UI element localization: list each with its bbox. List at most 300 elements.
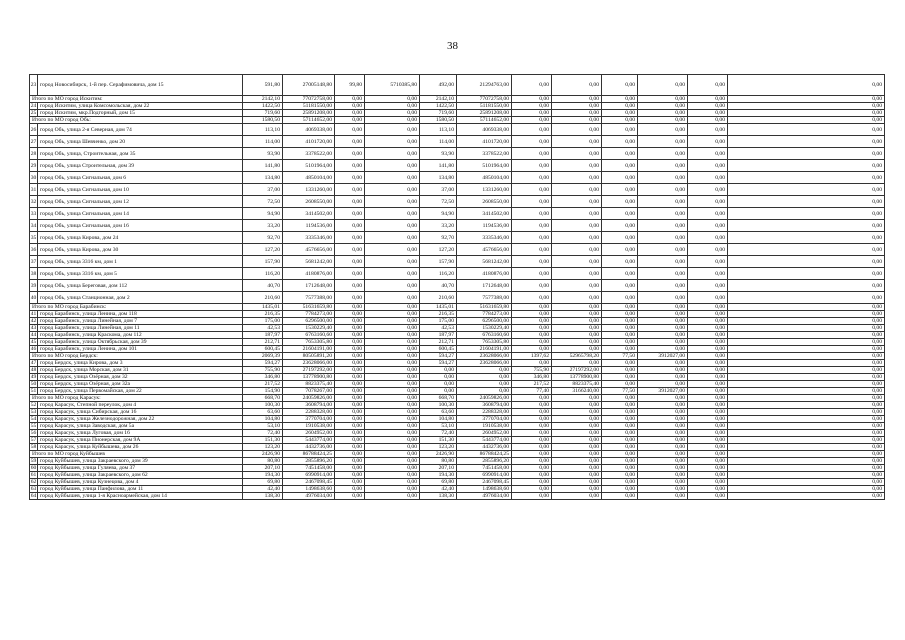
- row-value: 0,00: [602, 339, 638, 346]
- row-value: 0,00: [688, 339, 728, 346]
- row-value: 0,00: [602, 75, 638, 96]
- row-value: 0,00: [728, 402, 885, 409]
- row-value: 0,00: [688, 444, 728, 451]
- row-value: 0,00: [728, 423, 885, 430]
- row-value: 4432736,00: [283, 444, 335, 451]
- row-value: 0,00: [335, 346, 365, 353]
- row-value: 0,00: [512, 232, 552, 244]
- row-value: 210,60: [243, 292, 283, 304]
- row-value: 0,00: [638, 280, 688, 292]
- row-value: 7577388,00: [457, 292, 512, 304]
- row-value: 0,00: [728, 430, 885, 437]
- table-row: [30, 172, 885, 184]
- row-value: 0,00: [365, 232, 420, 244]
- row-value: 0,00: [365, 124, 420, 136]
- row-value: 0,00: [728, 75, 885, 96]
- row-value: 21604191,00: [457, 346, 512, 353]
- row-value: 0,00: [552, 244, 602, 256]
- row-value: 0,00: [638, 479, 688, 486]
- row-value: 7451458,00: [283, 465, 335, 472]
- row-value: 27197292,00: [283, 367, 335, 374]
- row-value: 0,00: [552, 96, 602, 103]
- row-value: 0,00: [512, 75, 552, 96]
- row-number: 48: [30, 367, 37, 373]
- row-value: 0,00: [552, 268, 602, 280]
- row-value: 0,00: [335, 311, 365, 318]
- row-value: 0,00: [688, 311, 728, 318]
- row-value: 51631659,80: [457, 304, 512, 311]
- row-value: 1422,50: [420, 103, 457, 110]
- table-row: [30, 232, 885, 244]
- row-value: 719,60: [243, 110, 283, 117]
- row-value: 4432736,00: [457, 444, 512, 451]
- row-value: 13778900,80: [283, 374, 335, 381]
- row-address: Итого по МО город Бердск:: [30, 353, 243, 360]
- total-row: [30, 353, 885, 360]
- row-value: 2608550,00: [283, 196, 335, 208]
- row-value: 0,00: [688, 124, 728, 136]
- row-value: 40,70: [420, 280, 457, 292]
- row-value: 51631659,80: [283, 304, 335, 311]
- row-number: 47: [30, 360, 37, 366]
- row-value: 77072758,00: [283, 96, 335, 103]
- row-value: 0,00: [335, 360, 365, 367]
- row-value: 0,00: [602, 280, 638, 292]
- row-value: 0,00: [688, 430, 728, 437]
- row-value: 0,00: [512, 409, 552, 416]
- row-value: 0,00: [638, 444, 688, 451]
- row-value: 0,00: [638, 304, 688, 311]
- row-number: 44: [30, 332, 37, 338]
- row-value: 1435,01: [420, 304, 457, 311]
- row-value: 2142,10: [420, 96, 457, 103]
- row-address: город Обь, улица Сигнальная, дом 16: [38, 220, 243, 232]
- row-value: 0,00: [728, 486, 885, 493]
- row-value: 77,50: [602, 353, 638, 360]
- row-value: 0,00: [552, 232, 602, 244]
- row-value: 0,00: [512, 96, 552, 103]
- row-value: 0,00: [365, 465, 420, 472]
- row-value: 0,00: [512, 268, 552, 280]
- row-value: 0,00: [552, 479, 602, 486]
- table-row: [30, 332, 885, 339]
- table-row: [30, 479, 885, 486]
- row-value: 0,00: [335, 268, 365, 280]
- row-value: 0,00: [335, 184, 365, 196]
- row-number: 30: [30, 172, 38, 184]
- row-value: 8823375,40: [283, 381, 335, 388]
- row-value: 0,00: [728, 268, 885, 280]
- row-address: город Куйбышев, улица 1-я Красноармейская, дом 14: [38, 493, 243, 500]
- row-value: 0,00: [638, 311, 688, 318]
- row-value: 0,00: [512, 292, 552, 304]
- row-value: 0,00: [638, 124, 688, 136]
- row-number: 39: [30, 280, 38, 292]
- row-value: 0,00: [728, 311, 885, 318]
- row-value: 0,00: [688, 486, 728, 493]
- row-value: 0,00: [638, 196, 688, 208]
- table-row: [30, 292, 885, 304]
- row-value: 0,00: [365, 416, 420, 423]
- row-value: 116,20: [243, 268, 283, 280]
- row-value: 0,00: [688, 325, 728, 332]
- table-row: [30, 367, 885, 374]
- row-address: город Барабинск, улица Линейная, дом 11: [38, 325, 243, 332]
- row-value: 0,00: [602, 103, 638, 110]
- row-address: город Куйбышев, улица Кузнецова, дом 4: [38, 479, 243, 486]
- row-value: 100,30: [420, 402, 457, 409]
- row-value: 0,00: [365, 325, 420, 332]
- row-value: 0,00: [335, 374, 365, 381]
- row-value: 0,00: [638, 136, 688, 148]
- row-value: 6990914,00: [457, 472, 512, 479]
- row-value: 0,00: [728, 304, 885, 311]
- row-value: 207,10: [420, 465, 457, 472]
- row-value: 210,60: [420, 292, 457, 304]
- row-value: 99,80: [335, 75, 365, 96]
- row-value: 0,00: [728, 332, 885, 339]
- row-value: 24059826,00: [283, 395, 335, 402]
- row-value: 0,00: [602, 493, 638, 500]
- row-value: 2604952,00: [457, 430, 512, 437]
- row-value: 0,00: [512, 117, 552, 124]
- row-value: 0,00: [552, 103, 602, 110]
- row-number: 49: [30, 374, 37, 380]
- row-value: 0,00: [512, 311, 552, 318]
- row-value: 134,80: [420, 172, 457, 184]
- row-value: 0,00: [552, 160, 602, 172]
- row-value: 0,00: [602, 292, 638, 304]
- row-value: 0,00: [602, 232, 638, 244]
- row-value: 52965798,20: [552, 353, 602, 360]
- row-value: 0,00: [365, 360, 420, 367]
- row-value: 3912027,00: [638, 388, 688, 395]
- row-value: 0,00: [552, 416, 602, 423]
- row-value: 0,00: [365, 117, 420, 124]
- row-value: 0,00: [688, 409, 728, 416]
- row-value: 0,00: [335, 256, 365, 268]
- row-value: 0,00: [728, 208, 885, 220]
- row-value: 0,00: [552, 423, 602, 430]
- row-value: 0,00: [638, 409, 688, 416]
- row-value: 141,80: [420, 160, 457, 172]
- row-value: 72,50: [243, 196, 283, 208]
- table-row: [30, 103, 885, 110]
- row-value: 0,00: [688, 220, 728, 232]
- table-row: [30, 416, 885, 423]
- row-value: 0,00: [512, 124, 552, 136]
- row-address: город Карасук, улица Железнодорожная, дом 22: [38, 416, 243, 423]
- row-value: 346,80: [512, 374, 552, 381]
- row-value: 0,00: [688, 148, 728, 160]
- row-value: 0,00: [602, 136, 638, 148]
- row-value: 13778900,80: [552, 374, 602, 381]
- row-value: 0,00: [688, 451, 728, 458]
- table-row: [30, 486, 885, 493]
- row-value: 3335346,00: [283, 232, 335, 244]
- row-value: 0,00: [335, 416, 365, 423]
- row-value: 0,00: [335, 451, 365, 458]
- row-value: 141,80: [243, 160, 283, 172]
- row-value: 0,00: [365, 381, 420, 388]
- row-value: 0,00: [728, 479, 885, 486]
- row-value: 8823375,40: [552, 381, 602, 388]
- row-value: 0,00: [688, 208, 728, 220]
- row-value: 0,00: [552, 360, 602, 367]
- row-value: 4850104,00: [457, 172, 512, 184]
- row-number: 59: [30, 458, 37, 464]
- row-value: 0,00: [365, 472, 420, 479]
- row-value: 25891208,00: [457, 110, 512, 117]
- row-value: 668,70: [420, 395, 457, 402]
- row-value: 0,00: [728, 160, 885, 172]
- row-number: 35: [30, 232, 38, 244]
- row-value: 0,00: [602, 172, 638, 184]
- row-value: 0,00: [335, 465, 365, 472]
- row-value: 0,00: [365, 280, 420, 292]
- row-value: 0,00: [335, 208, 365, 220]
- row-value: 591,80: [243, 75, 283, 96]
- row-value: 2426,90: [243, 451, 283, 458]
- row-value: 0,00: [365, 430, 420, 437]
- row-address: город Обь, улица Кирова, дом 24: [38, 232, 243, 244]
- row-value: 0,00: [552, 339, 602, 346]
- row-value: 42,40: [243, 486, 283, 493]
- row-value: 0,00: [365, 304, 420, 311]
- row-value: 0,00: [638, 437, 688, 444]
- row-value: 2069,39: [243, 353, 283, 360]
- row-value: 0,00: [602, 208, 638, 220]
- row-value: 0,00: [365, 268, 420, 280]
- row-value: 0,00: [552, 346, 602, 353]
- row-value: 0,00: [512, 196, 552, 208]
- row-value: 1530229,40: [283, 325, 335, 332]
- row-value: 0,00: [602, 160, 638, 172]
- row-value: 6296500,00: [457, 318, 512, 325]
- row-value: 42,40: [420, 486, 457, 493]
- row-value: 0,00: [638, 318, 688, 325]
- row-value: 0,00: [552, 124, 602, 136]
- row-value: 0,00: [638, 160, 688, 172]
- row-address: Итого по МО город Карасук:: [30, 395, 243, 402]
- row-value: 0,00: [602, 110, 638, 117]
- row-value: 0,00: [335, 110, 365, 117]
- row-value: 0,00: [688, 353, 728, 360]
- row-value: 0,00: [688, 493, 728, 500]
- row-value: 3335346,00: [457, 232, 512, 244]
- row-value: 0,00: [602, 318, 638, 325]
- row-value: 1498638,60: [457, 486, 512, 493]
- row-address: Итого по МО город Куйбышев: [30, 451, 243, 458]
- row-value: 113,10: [243, 124, 283, 136]
- row-value: 3770704,00: [283, 416, 335, 423]
- total-row: [30, 96, 885, 103]
- row-value: 0,00: [638, 220, 688, 232]
- row-value: 0,00: [420, 374, 457, 381]
- row-value: 4180876,00: [457, 268, 512, 280]
- row-value: 63,60: [420, 409, 457, 416]
- row-value: 0,00: [602, 196, 638, 208]
- row-value: 0,00: [728, 374, 885, 381]
- row-value: 0,00: [688, 172, 728, 184]
- table-row: [30, 256, 885, 268]
- table-row: [30, 110, 885, 117]
- row-value: 216,35: [243, 311, 283, 318]
- row-value: 1580,50: [243, 117, 283, 124]
- row-number: 25: [30, 110, 37, 116]
- row-value: 114,00: [243, 136, 283, 148]
- row-number: 36: [30, 244, 38, 256]
- row-value: 51181550,00: [457, 103, 512, 110]
- row-value: 57114652,00: [283, 117, 335, 124]
- total-row: [30, 395, 885, 402]
- row-value: 80,80: [420, 458, 457, 465]
- row-value: 2855896,20: [283, 458, 335, 465]
- row-value: 0,00: [552, 172, 602, 184]
- row-value: 0,00: [552, 493, 602, 500]
- row-value: 0,00: [638, 268, 688, 280]
- row-value: 4069338,00: [457, 124, 512, 136]
- row-value: 104,80: [243, 416, 283, 423]
- row-value: 3166240,00: [552, 388, 602, 395]
- table-row: [30, 268, 885, 280]
- row-value: 24059826,00: [457, 395, 512, 402]
- row-value: 94,90: [420, 208, 457, 220]
- row-value: 0,00: [602, 346, 638, 353]
- table-row: [30, 184, 885, 196]
- row-value: 0,00: [335, 117, 365, 124]
- table-row: [30, 402, 885, 409]
- row-value: 0,00: [638, 75, 688, 96]
- row-value: 0,00: [688, 75, 728, 96]
- row-value: 0,00: [365, 409, 420, 416]
- row-value: 3414502,00: [283, 208, 335, 220]
- row-value: 755,90: [243, 367, 283, 374]
- row-value: 1712648,00: [457, 280, 512, 292]
- row-value: 0,00: [335, 124, 365, 136]
- row-value: 0,00: [512, 479, 552, 486]
- row-value: 3378522,00: [283, 148, 335, 160]
- row-value: 1530229,40: [457, 325, 512, 332]
- row-address: город Бердск, улица Кирова, дом 3: [38, 360, 243, 367]
- row-value: 0,00: [365, 103, 420, 110]
- row-value: 0,00: [512, 148, 552, 160]
- row-value: 157,90: [420, 256, 457, 268]
- row-value: 80505891,20: [283, 353, 335, 360]
- row-address: город Карасук, улица Куйбышева, дом 26: [38, 444, 243, 451]
- row-number: 52: [30, 402, 37, 408]
- row-address: Итого по МО город Искитим:: [30, 96, 243, 103]
- row-value: 0,00: [638, 451, 688, 458]
- row-value: 0,00: [335, 444, 365, 451]
- row-address: город Барабинск, улица Ленина, дом 101: [38, 346, 243, 353]
- row-value: 0,00: [728, 103, 885, 110]
- row-value: 6990914,00: [283, 472, 335, 479]
- row-value: 0,00: [457, 381, 512, 388]
- row-value: 0,00: [688, 160, 728, 172]
- row-value: 0,00: [688, 256, 728, 268]
- row-value: 5443774,00: [283, 437, 335, 444]
- row-value: 0,00: [602, 381, 638, 388]
- row-value: 187,97: [420, 332, 457, 339]
- row-value: 0,00: [602, 437, 638, 444]
- row-value: 0,00: [638, 395, 688, 402]
- row-value: 0,00: [335, 318, 365, 325]
- row-number: 32: [30, 196, 38, 208]
- row-value: 0,00: [365, 292, 420, 304]
- row-value: 86788424,25: [457, 451, 512, 458]
- row-value: 0,00: [365, 367, 420, 374]
- row-value: 0,00: [638, 430, 688, 437]
- row-value: 123,20: [243, 444, 283, 451]
- row-address: город Карасук, улица Пионерская, дом 9А: [38, 437, 243, 444]
- row-value: 0,00: [512, 160, 552, 172]
- row-value: 0,00: [602, 304, 638, 311]
- row-value: 0,00: [335, 430, 365, 437]
- row-value: 0,00: [365, 196, 420, 208]
- row-number: 51: [30, 388, 37, 394]
- row-value: 7451458,00: [457, 465, 512, 472]
- row-value: 346,80: [243, 374, 283, 381]
- row-address: город Новосибирск, 1-й пер. Серафимовича, дом 15: [38, 75, 243, 96]
- row-value: 0,00: [728, 292, 885, 304]
- row-address: город Искитим, мкр.Подгорный, дом 15: [38, 110, 243, 117]
- row-value: 0,00: [365, 479, 420, 486]
- row-value: 72,40: [420, 430, 457, 437]
- row-number: 31: [30, 184, 38, 196]
- row-value: 0,00: [365, 395, 420, 402]
- row-address: город Обь, улица 3316 км, дом 5: [38, 268, 243, 280]
- row-value: 0,00: [512, 465, 552, 472]
- row-value: 0,00: [602, 444, 638, 451]
- row-value: 0,00: [638, 367, 688, 374]
- row-value: 0,00: [638, 381, 688, 388]
- row-value: 0,00: [728, 136, 885, 148]
- row-value: 1712648,00: [283, 280, 335, 292]
- row-value: 0,00: [365, 332, 420, 339]
- row-value: 33,20: [243, 220, 283, 232]
- row-value: 0,00: [602, 458, 638, 465]
- row-value: 0,00: [552, 311, 602, 318]
- row-value: 0,00: [365, 160, 420, 172]
- row-address: город Карасук, Степной переулок, дом 4: [38, 402, 243, 409]
- table-row: [30, 280, 885, 292]
- row-value: 0,00: [512, 430, 552, 437]
- row-address: город Карасук, улица Луговая, дом 16: [38, 430, 243, 437]
- row-value: 0,00: [728, 244, 885, 256]
- row-value: 594,27: [420, 360, 457, 367]
- row-value: 0,00: [512, 472, 552, 479]
- row-value: 53,10: [243, 423, 283, 430]
- row-value: 100,30: [243, 402, 283, 409]
- row-value: 0,00: [602, 325, 638, 332]
- row-value: 0,00: [335, 148, 365, 160]
- row-value: 0,00: [335, 339, 365, 346]
- row-value: 0,00: [335, 395, 365, 402]
- row-value: 0,00: [688, 360, 728, 367]
- row-value: 0,00: [512, 360, 552, 367]
- row-value: 0,00: [365, 311, 420, 318]
- row-value: 0,00: [602, 402, 638, 409]
- row-address: Итого по МО город Обь:: [30, 117, 243, 124]
- row-address: город Обь, улица Станционная, дом 2: [38, 292, 243, 304]
- row-value: 0,00: [688, 268, 728, 280]
- row-value: 0,00: [638, 360, 688, 367]
- row-value: 23628066,00: [457, 353, 512, 360]
- row-value: 0,00: [552, 110, 602, 117]
- row-number: 57: [30, 437, 37, 443]
- row-value: 0,00: [728, 465, 885, 472]
